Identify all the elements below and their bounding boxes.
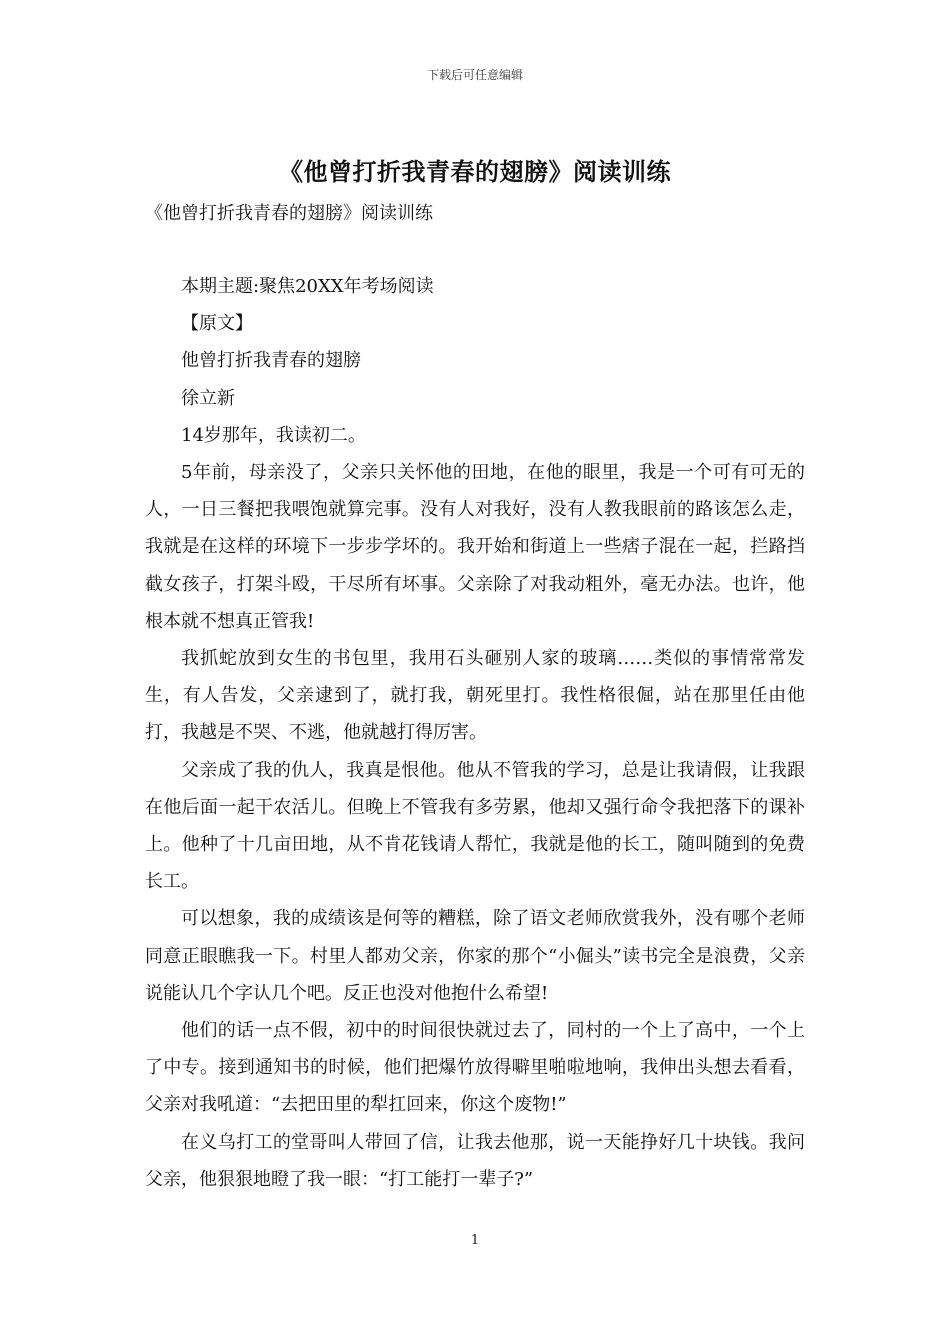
- paragraph: 我抓蛇放到女生的书包里，我用石头砸别人家的玻璃……类似的事情常常发生，有人告发，父亲逮到了，就打我，朝死里打。我性格很倔，站在那里任由他打，我越是不哭、不逃，他就越打得厉害。: [145, 648, 805, 744]
- paragraph-author: 徐立新: [181, 387, 235, 409]
- paragraph-section-label: 【原文】: [181, 313, 253, 335]
- header-note: 下载后可任意编辑: [426, 68, 523, 82]
- paragraph: 5年前，母亲没了，父亲只关怀他的田地，在他的眼里，我是一个可有可无的人，一日三餐把我喂饱就算完事。没有人对我好，没有人教我眼前的路该怎么走，我就是在这样的环境下一步步学坏的。我开始和街道上一些痞子混在一起，拦路挡截女孩子，打架斗殴，干尽所有坏事。父亲除了对我动粗外，毫无办法。也许，他根本就不想真正管我!: [145, 462, 805, 632]
- paragraph: 他们的话一点不假，初中的时间很快就过去了，同村的一个上了高中，一个上了中专。接到通知书的时候，他们把爆竹放得噼里啪啦地响，我伸出头想去看看，父亲对我吼道：“去把田里的犁扛回来，你这个废物!”: [145, 1020, 805, 1116]
- paragraph: 父亲成了我的仇人，我真是恨他。他从不管我的学习，总是让我请假，让我跟在他后面一起干农活儿。但晚上不管我有多劳累，他却又强行命令我把落下的课补上。他种了十几亩田地，从不肯花钱请人帮忙，我就是他的长工，随叫随到的免费长工。: [145, 759, 805, 893]
- paragraph: 在义乌打工的堂哥叫人带回了信，让我去他那，说一天能挣好几十块钱。我问父亲，他狠狠地瞪了我一眼：“打工能打一辈子?”: [145, 1131, 805, 1190]
- paragraph: 可以想象，我的成绩该是何等的糟糕，除了语文老师欣赏我外，没有哪个老师同意正眼瞧我一下。村里人都劝父亲，你家的那个“小倔头”读书完全是浪费，父亲说能认几个字认几个吧。反正也没对他抱什么希望!: [145, 908, 805, 1004]
- document-body: [145, 268, 805, 1198]
- paragraph-article-title: 他曾打折我青春的翅膀: [181, 350, 361, 372]
- page-subtitle: 《他曾打折我青春的翅膀》阅读训练: [145, 203, 433, 224]
- page-number: 1: [470, 1233, 480, 1248]
- paragraph: 14岁那年，我读初二。: [181, 424, 366, 446]
- page-title: 《他曾打折我青春的翅膀》阅读训练: [279, 157, 671, 186]
- paragraph-theme: 本期主题:聚焦20XX年考场阅读: [181, 276, 434, 297]
